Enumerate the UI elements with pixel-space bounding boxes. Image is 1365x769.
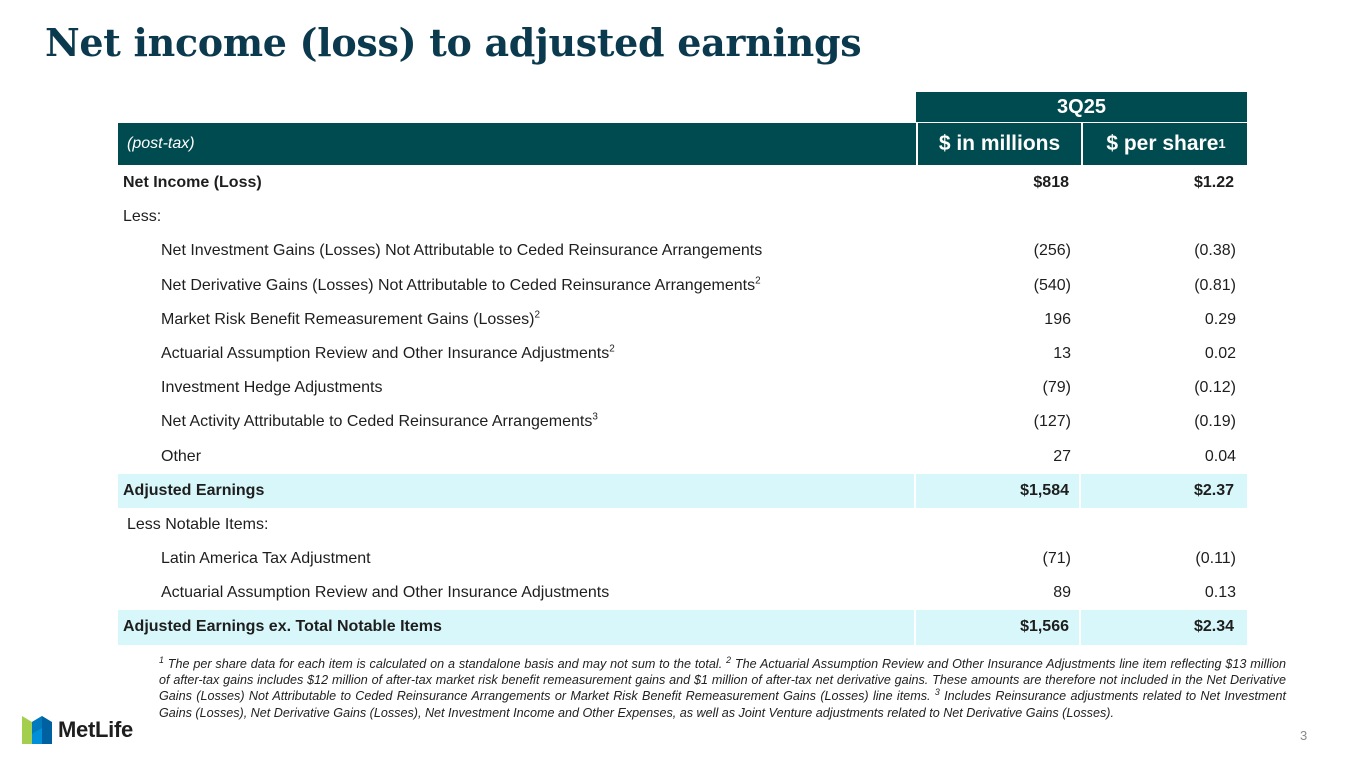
row-label: Latin America Tax Adjustment (161, 550, 371, 568)
row-label: Net Derivative Gains (Losses) Not Attributable to Ceded Reinsurance Arrangements$^2$ (161, 275, 761, 294)
table-row (118, 166, 1247, 200)
row-value-millions: 13 (1053, 344, 1071, 362)
row-label: Actuarial Assumption Review and Other Insurance Adjustments (161, 584, 610, 602)
row-value-millions: (540) (1033, 276, 1071, 294)
table-row (118, 508, 1247, 542)
table-row (118, 576, 1247, 610)
table-row (118, 405, 1247, 439)
col-per-share-text: $ per share (1106, 132, 1219, 155)
row-value-millions: (256) (1033, 242, 1071, 260)
row-value-millions: $1,566 (1020, 618, 1069, 636)
row-value-millions: $1,584 (1020, 481, 1069, 499)
row-label: Less: (123, 208, 162, 226)
table-header-row (118, 123, 1247, 165)
row-value-per-share: $1.22 (1193, 174, 1234, 191)
row-value-per-share: (0.81) (1194, 276, 1236, 294)
row-value-millions: (79) (1042, 379, 1071, 397)
table-row-adjusted-earnings (118, 474, 1247, 508)
table-body (118, 166, 1247, 645)
row-value-millions: 89 (1053, 584, 1071, 602)
row-value-per-share: $2.34 (1193, 618, 1234, 636)
footnotes: $^1$ The per share data for each item is calculated on a standalone basis and may not sum to the total. $^2$ The Actuarial Assumption Review and Other Insurance Adjustments line item reflecting $13 million of after-tax gains includes $12 million of after-tax market risk benefit remeasurement gains and $1 million of after-tax net derivative gains. These amounts are therefore not included in the Net Derivative Gains (Losses) Not Attributable to Ceded Reinsurance Arrangements or Market Risk Benefit Remeasurement Gains (Losses) line items. $^3$ Includes Reinsurance adjustments related to Net Investment Gains (Losses), Net Derivative Gains (Losses), Net Investment Income and Other Expenses, as well as Joint Venture adjustments related to Net Derivative Gains (Losses). (159, 654, 1286, 720)
page-title: Net income (loss) to adjusted earnings (45, 20, 862, 65)
col-per-share-header: $ per share 1 (1081, 123, 1249, 165)
metlife-logo (22, 716, 133, 744)
row-value-per-share: 0.13 (1204, 584, 1236, 602)
row-label: Investment Hedge Adjustments (161, 379, 383, 397)
row-value-millions: 27 (1053, 447, 1071, 465)
table-row (118, 337, 1247, 371)
row-value-per-share: 0.04 (1204, 447, 1236, 465)
row-label: Net Income (Loss) (123, 174, 262, 191)
row-value-per-share: 0.02 (1204, 344, 1236, 362)
row-label: Actuarial Assumption Review and Other Insurance Adjustments$^2$ (161, 343, 615, 362)
table-row (118, 234, 1247, 268)
table-row (118, 371, 1247, 405)
row-value-per-share: (0.12) (1194, 379, 1236, 397)
metlife-logo-icon (22, 716, 52, 744)
table-row (118, 440, 1247, 474)
row-label: Adjusted Earnings (123, 481, 265, 499)
col-millions-header: $ in millions (916, 123, 1081, 165)
row-label: Other (161, 447, 202, 465)
row-value-per-share: 0.29 (1204, 310, 1236, 328)
table-row-adjusted-earnings-ex-notable (118, 610, 1247, 644)
logo-wordmark: MetLife (58, 717, 133, 742)
row-label: Market Risk Benefit Remeasurement Gains (Losses)$^2$ (161, 309, 540, 328)
row-value-per-share: $2.37 (1193, 481, 1234, 499)
row-value-per-share: (0.11) (1195, 550, 1236, 568)
row-value-millions: (71) (1042, 550, 1071, 568)
table-row (118, 303, 1247, 337)
table-row (118, 269, 1247, 303)
row-value-millions: (127) (1033, 413, 1071, 431)
row-header-label: (post-tax) (127, 135, 195, 152)
table-row (118, 542, 1247, 576)
period-header: 3Q25 (916, 92, 1247, 122)
row-value-per-share: (0.19) (1194, 413, 1236, 431)
row-value-millions: $818 (1033, 174, 1069, 191)
row-value-millions: 196 (1044, 310, 1071, 328)
row-label: Net Activity Attributable to Ceded Reinsurance Arrangements$^3$ (161, 411, 598, 431)
table-row (118, 200, 1247, 234)
row-label: Net Investment Gains (Losses) Not Attributable to Ceded Reinsurance Arrangements (161, 242, 763, 260)
row-label: Adjusted Earnings ex. Total Notable Items (123, 618, 442, 636)
row-label: Less Notable Items: (127, 515, 269, 533)
row-value-per-share: (0.38) (1194, 242, 1236, 260)
page-number: 3 (1300, 728, 1308, 743)
